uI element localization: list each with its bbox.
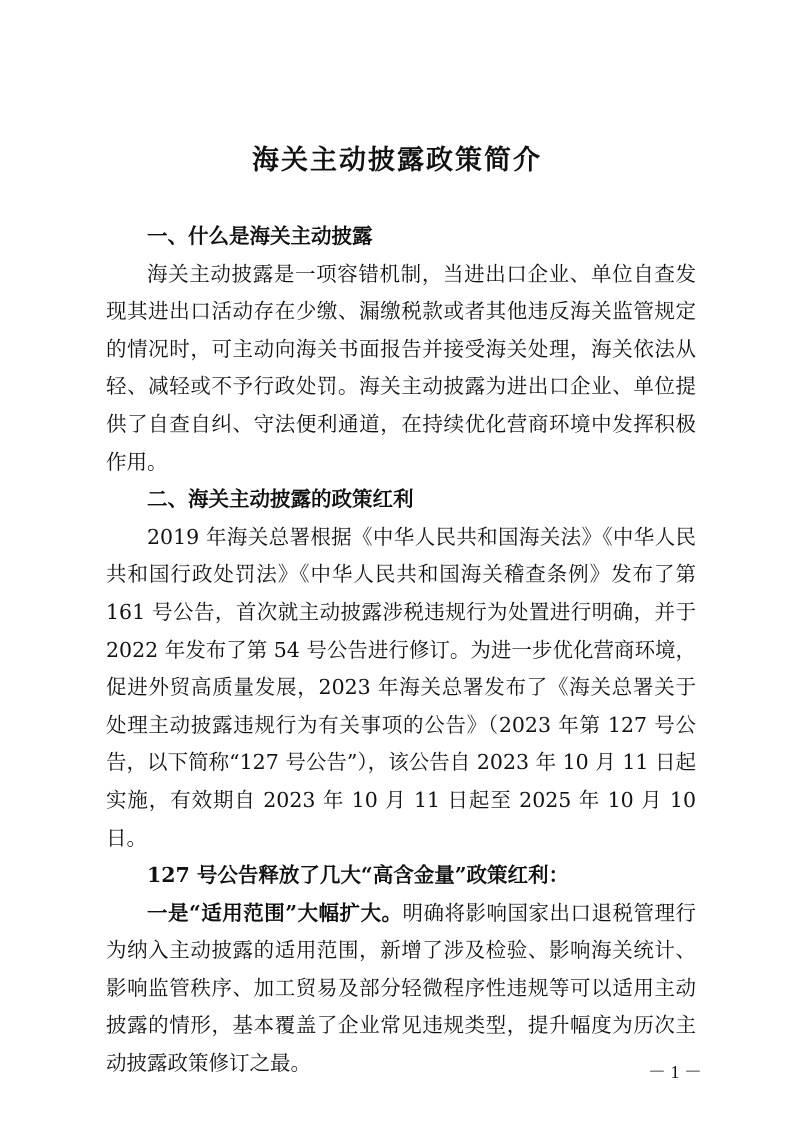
document-body: [106, 218, 696, 1083]
section-heading-2: 二、海关主动披露的政策红利: [147, 487, 414, 512]
point-1-paragraph: [106, 895, 696, 1083]
page-number: － 1 －: [648, 1062, 702, 1082]
policy-benefits-intro: 127 号公告释放了几大“高含金量”政策红利：: [147, 863, 570, 888]
section-heading-1: 一、什么是海关主动披露: [147, 224, 373, 248]
document-title: 海关主动披露政策简介: [252, 145, 542, 176]
section-1-paragraph: 海关主动披露是一项容错机制，当进出口企业、单位自查发现其进出口活动存在少缴、漏缴税款或者其他违反海关监管规定的情况时，可主动向海关书面报告并接受海关处理，海关依法从轻、减轻或不予行政处罚。海关主动披露为进出口企业、单位提供了自查自纠、守法便利通道，在持续优化营商环境中发挥积极作用。: [106, 261, 696, 474]
point-1-lead: 一是“适用范围”大幅扩大。: [147, 900, 403, 925]
section-2-paragraph: 2019 年海关总署根据《中华人民共和国海关法》《中华人民共和国行政处罚法》《中华人民共和国海关稽查条例》发布了第 161 号公告，首次就主动披露涉税违规行为处置进行明确，并于 2022 年发布了第 54 号公告进行修订。为进一步优化营商环境，促进外贸高质量发展，2023 年海关总署发布了《海关总署关于处理主动披露违规行为有关事项的公告》（2023 年第 127 号公告，以下简称“127 号公告”），该公告自 2023 年 10 月 11 日起实施，有效期自 2023 年 10 月 11 日起至 2025 年 10 月 10 日。: [106, 524, 696, 850]
point-1-text: 明确将影响国家出口退税管理行为纳入主动披露的适用范围，新增了涉及检验、影响海关统计、影响监管秩序、加工贸易及部分轻微程序性违规等可以适用主动披露的情形，基本覆盖了企业常见违规类型，提升幅度为历次主动披露政策修订之最。: [106, 900, 696, 1076]
